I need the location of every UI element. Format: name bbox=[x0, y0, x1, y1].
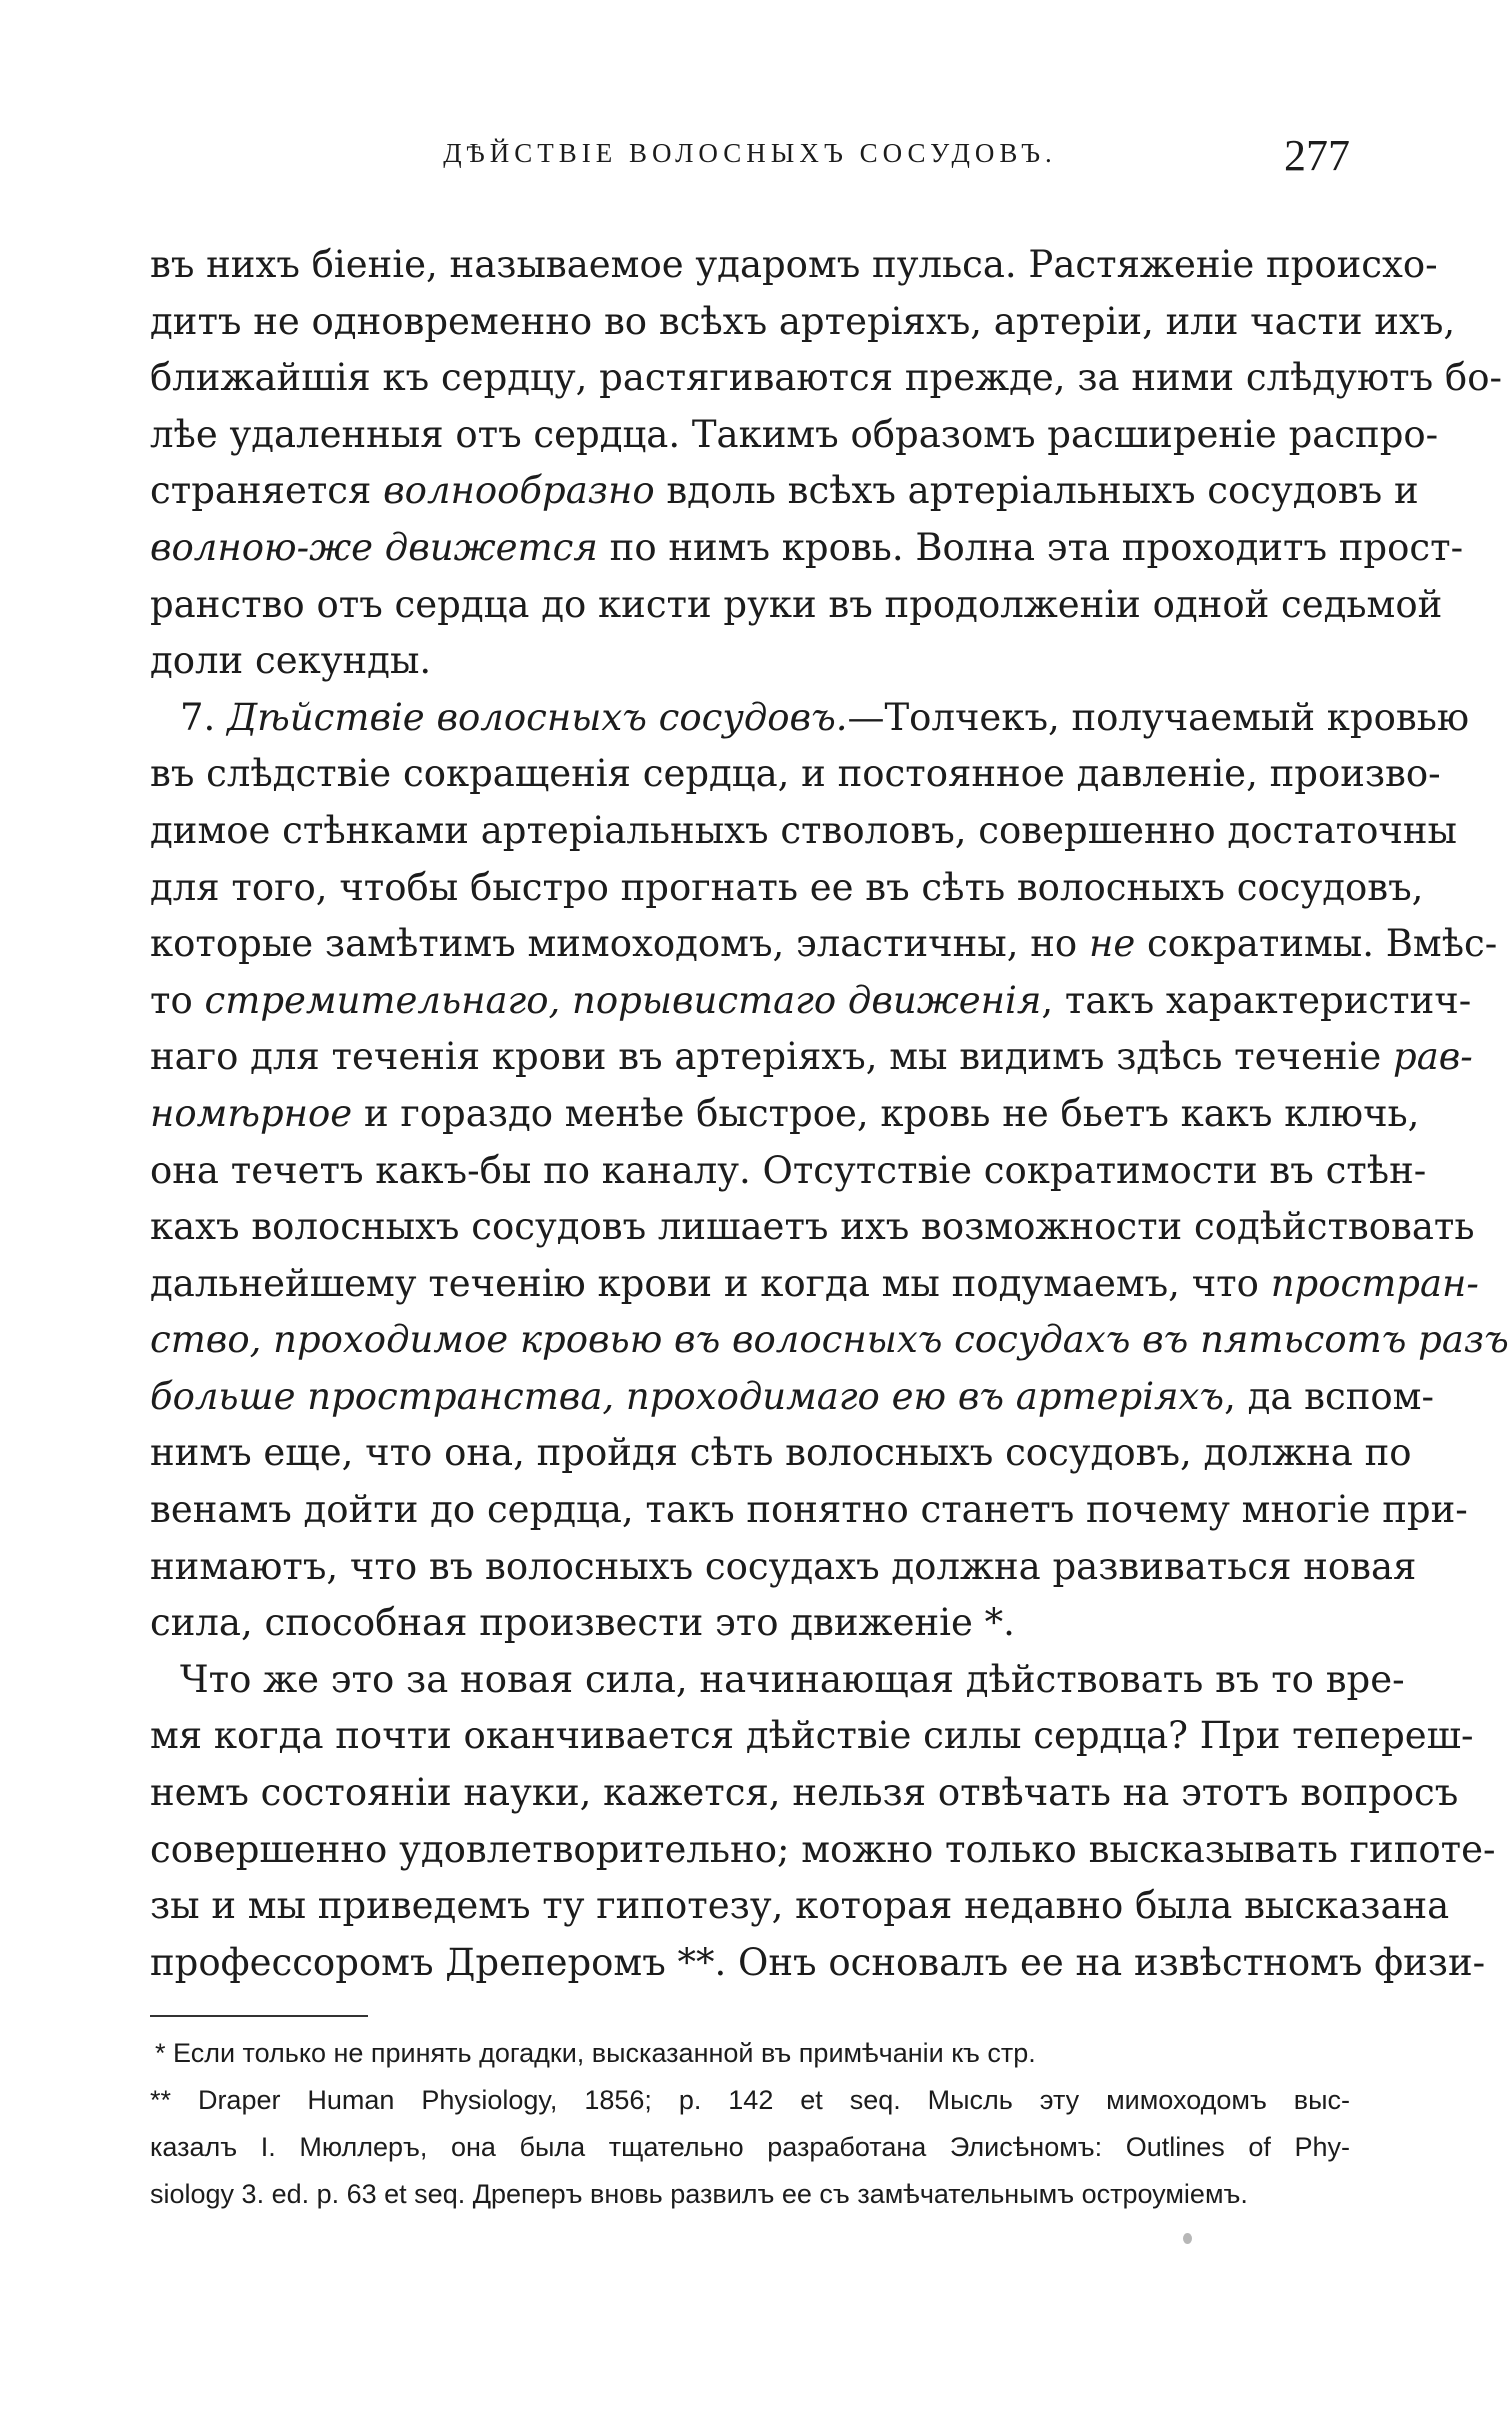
text-segment: —Толчекъ, получаемый кровью bbox=[847, 695, 1470, 739]
page-number: 277 bbox=[1284, 131, 1350, 180]
italic-segment: номѣрное bbox=[150, 1091, 353, 1135]
text-line: кахъ волосныхъ сосудовъ лишаетъ ихъ возможности содѣйствовать bbox=[150, 1205, 1475, 1249]
italic-segment: волнообразно bbox=[383, 469, 655, 513]
body-text bbox=[150, 237, 1509, 1991]
text-line bbox=[150, 1029, 1473, 1086]
text-segment: 7. bbox=[180, 695, 228, 739]
footnote-rule bbox=[150, 2015, 368, 2017]
text-segment: дальнейшему теченію крови и когда мы подумаемъ, что bbox=[150, 1261, 1271, 1305]
text-line bbox=[150, 690, 1470, 747]
text-segment: наго для теченія крови въ артеріяхъ, мы видимъ здѣсь теченіе bbox=[150, 1035, 1394, 1079]
italic-segment: Дѣйствіе волосныхъ сосудовъ. bbox=[227, 695, 848, 739]
text-segment: которые замѣтимъ мимоходомъ, эластичны, но bbox=[150, 922, 1089, 966]
text-segment: вдоль всѣхъ артеріальныхъ сосудовъ и bbox=[654, 469, 1419, 513]
text-line: нимъ еще, что она, пройдя сѣть волосныхъ сосудовъ, должна по bbox=[150, 1431, 1412, 1475]
text-line: венамъ дойти до сердца, такъ понятно станетъ почему многіе при- bbox=[150, 1488, 1468, 1532]
text-line: дитъ не одновременно во всѣхъ артеріяхъ, артеріи, или части ихъ, bbox=[150, 299, 1456, 343]
text-line: ранство отъ сердца до кисти руки въ продолженіи одной седьмой bbox=[150, 582, 1443, 626]
text-segment: , такъ характеристич- bbox=[1041, 978, 1472, 1022]
text-line: профессоромъ Дреперомъ **. Онъ основалъ ее на извѣстномъ физи- bbox=[150, 1940, 1486, 1984]
text-line: сила, способная произвести это движеніе *. bbox=[150, 1601, 1015, 1645]
text-line bbox=[150, 1369, 1434, 1426]
text-line: она течетъ какъ-бы по каналу. Отсутствіе сократимости въ стѣн- bbox=[150, 1148, 1427, 1192]
text-line: нимаютъ, что въ волосныхъ сосудахъ должна развиваться новая bbox=[150, 1544, 1417, 1588]
text-line: Что же это за новая сила, начинающая дѣйствовать въ то вре- bbox=[180, 1657, 1405, 1701]
text-line: въ слѣдствіе сокращенія сердца, и постоянное давленіе, произво- bbox=[150, 752, 1441, 796]
text-line: димое стѣнками артеріальныхъ стволовъ, совершенно достаточны bbox=[150, 808, 1457, 852]
text-segment: то bbox=[150, 978, 205, 1022]
text-segment: , да вспом- bbox=[1224, 1374, 1434, 1418]
text-line bbox=[150, 1312, 1509, 1369]
italic-segment: стремительнаго, порывистаго движенія bbox=[204, 978, 1042, 1022]
text-line bbox=[150, 1086, 1420, 1143]
footnote-line: ** Draper Human Physiology, 1856; p. 142 et seq. Мысль эту мимоходомъ выс- bbox=[150, 2085, 1350, 2115]
text-line bbox=[150, 916, 1498, 973]
text-line bbox=[150, 973, 1472, 1030]
text-segment: по нимъ кровь. Волна эта проходитъ прост- bbox=[597, 525, 1464, 569]
footnote-line: * Если только не принять догадки, высказанной въ примѣчаніи къ стр. bbox=[155, 2038, 1036, 2068]
paper-speck bbox=[1183, 2233, 1192, 2244]
running-head bbox=[150, 130, 1350, 190]
text-line: зы и мы приведемъ ту гипотезу, которая недавно была высказана bbox=[150, 1884, 1450, 1928]
text-line: ближайшія къ сердцу, растягиваются прежде, за ними слѣдуютъ бо- bbox=[150, 356, 1502, 400]
text-segment: страняется bbox=[150, 469, 384, 513]
text-line: мя когда почти оканчивается дѣйствіе силы сердца? При тепереш- bbox=[150, 1714, 1474, 1758]
italic-segment: больше пространства, проходимаго ею въ артеріяхъ bbox=[150, 1374, 1225, 1418]
running-title: ДѢЙСТВІЕ ВОЛОСНЫХЪ СОСУДОВЪ. bbox=[443, 138, 1057, 168]
footnotes bbox=[150, 2030, 1350, 2218]
text-line: лѣе удаленныя отъ сердца. Такимъ образомъ расширеніе распро- bbox=[150, 412, 1439, 456]
text-segment: и гораздо менѣе быстрое, кровь не бьетъ какъ ключь, bbox=[352, 1091, 1420, 1135]
text-line: для того, чтобы быстро прогнать ее въ сѣть волосныхъ сосудовъ, bbox=[150, 865, 1424, 909]
text-line: доли секунды. bbox=[150, 639, 432, 683]
text-line: въ нихъ біеніе, называемое ударомъ пульса. Растяженіе происхо- bbox=[150, 243, 1438, 286]
text-line: немъ состояніи науки, кажется, нельзя отвѣчать на этотъ вопросъ bbox=[150, 1771, 1459, 1815]
footnote-line: казалъ І. Мюллеръ, она была тщательно разработана Элисѣномъ: Outlines of Phy- bbox=[150, 2132, 1350, 2162]
text-line bbox=[150, 1256, 1479, 1313]
italic-segment: не bbox=[1088, 922, 1136, 966]
text-line bbox=[150, 463, 1419, 520]
text-line bbox=[150, 520, 1464, 577]
footnote-line: siology 3. ed. p. 63 et seq. Дреперъ вновь развилъ ее съ замѣчательнымъ остроуміемъ. bbox=[150, 2179, 1248, 2209]
text-line: совершенно удовлетворительно; можно только высказывать гипоте- bbox=[150, 1827, 1496, 1871]
italic-segment: простран- bbox=[1270, 1261, 1479, 1305]
italic-segment: волною-же движется bbox=[150, 525, 598, 569]
italic-segment: ство, проходимое кровью въ волосныхъ сосудахъ въ пятьсотъ разъ bbox=[150, 1318, 1509, 1362]
text-segment: сократимы. Вмѣс- bbox=[1135, 922, 1498, 966]
italic-segment: рав- bbox=[1393, 1035, 1473, 1079]
